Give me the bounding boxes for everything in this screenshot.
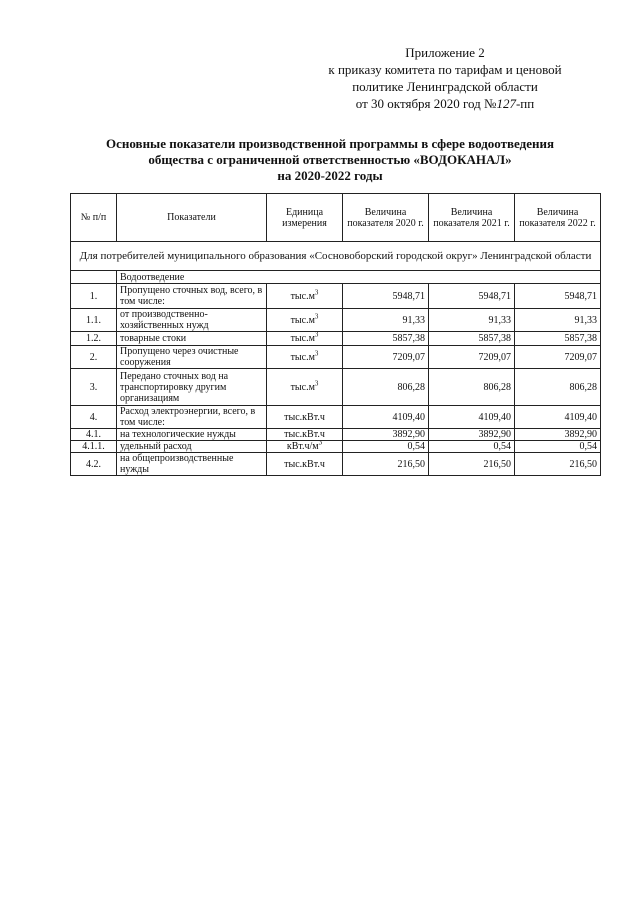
row-indicator: Передано сточных вод на транспортировку другим организациям [117, 369, 267, 406]
document-title [60, 136, 600, 184]
row-num: 4.1. [71, 429, 117, 441]
row-indicator: на общепроизводственные нужды [117, 453, 267, 476]
row-unit-superscript: 3 [314, 379, 319, 388]
row-value-2020: 0,54 [343, 441, 429, 453]
header-indicator: Показатели [117, 194, 267, 242]
row-num: 4. [71, 406, 117, 429]
title-line-3: на 2020-2022 годы [277, 168, 383, 183]
row-num: 1.2. [71, 332, 117, 346]
appendix-committee-line: политике Ленинградской области [352, 79, 538, 94]
row-unit-text: тыс.м [290, 381, 315, 393]
table-row [71, 332, 601, 346]
row-unit [267, 429, 343, 441]
row-value-2021: 4109,40 [429, 406, 515, 429]
row-value-2022: 806,28 [515, 369, 601, 406]
row-value-2022: 4109,40 [515, 406, 601, 429]
header-2021: Величина показателя 2021 г. [429, 194, 515, 242]
row-value-2020: 3892,90 [343, 429, 429, 441]
subsection-empty-cell [71, 271, 117, 284]
row-value-2021: 5948,71 [429, 284, 515, 309]
row-indicator: Пропущено через очистные сооружения [117, 346, 267, 369]
row-unit-superscript: 3 [314, 331, 319, 339]
table-row [71, 406, 601, 429]
order-number: 127 [496, 96, 516, 111]
row-indicator: Пропущено сточных вод, всего, в том числе: [117, 284, 267, 309]
row-unit-text: тыс.кВт.ч [284, 411, 325, 423]
title-line-2: общества с ограниченной ответственностью «ВОДОКАНАЛ» [148, 152, 512, 167]
row-unit-text: кВт.ч/м [286, 441, 319, 452]
row-value-2022: 216,50 [515, 453, 601, 476]
row-num: 4.1.1. [71, 441, 117, 453]
row-value-2020: 806,28 [343, 369, 429, 406]
table-row [71, 441, 601, 453]
row-unit-superscript: 3 [314, 312, 319, 321]
row-value-2022: 0,54 [515, 441, 601, 453]
row-unit-text: тыс.м [290, 333, 315, 344]
order-suffix: -пп [515, 96, 535, 111]
table-row [71, 369, 601, 406]
row-value-2020: 216,50 [343, 453, 429, 476]
row-value-2022: 91,33 [515, 309, 601, 332]
row-value-2021: 3892,90 [429, 429, 515, 441]
row-value-2021: 7209,07 [429, 346, 515, 369]
table-row [71, 453, 601, 476]
row-indicator: товарные стоки [117, 332, 267, 346]
row-num: 4.2. [71, 453, 117, 476]
header-num: № п/п [71, 194, 117, 242]
row-unit-superscript: 3 [318, 440, 323, 447]
appendix-date: от 30 октября 2020 год № [355, 96, 497, 111]
table-row [71, 346, 601, 369]
row-unit [267, 369, 343, 406]
appendix-order-line: к приказу комитета по тарифам и ценовой [328, 62, 562, 77]
row-unit [267, 309, 343, 332]
row-value-2022: 3892,90 [515, 429, 601, 441]
row-unit-text: тыс.кВт.ч [284, 429, 325, 440]
table-row [71, 309, 601, 332]
row-value-2021: 806,28 [429, 369, 515, 406]
table-header-row [71, 194, 601, 242]
row-num: 2. [71, 346, 117, 369]
row-unit-text: тыс.м [290, 314, 315, 326]
row-value-2021: 5857,38 [429, 332, 515, 346]
indicators-table [70, 193, 601, 476]
subsection-row [71, 271, 601, 284]
row-value-2022: 5857,38 [515, 332, 601, 346]
appendix-title: Приложение 2 [405, 45, 485, 60]
row-unit-text: тыс.м [290, 351, 315, 363]
row-unit-text: тыс.м [290, 290, 315, 302]
row-value-2022: 7209,07 [515, 346, 601, 369]
row-value-2020: 5948,71 [343, 284, 429, 309]
table-row [71, 429, 601, 441]
row-value-2021: 91,33 [429, 309, 515, 332]
row-unit [267, 453, 343, 476]
row-value-2021: 0,54 [429, 441, 515, 453]
row-unit-text: тыс.кВт.ч [284, 458, 325, 470]
header-2022: Величина показателя 2022 г. [515, 194, 601, 242]
row-unit [267, 284, 343, 309]
subsection-cell: Водоотведение [117, 271, 601, 284]
row-value-2022: 5948,71 [515, 284, 601, 309]
header-2020: Величина показателя 2020 г. [343, 194, 429, 242]
section-row [71, 242, 601, 271]
row-unit-superscript: 3 [314, 349, 319, 358]
row-value-2020: 7209,07 [343, 346, 429, 369]
row-indicator: на технологические нужды [117, 429, 267, 441]
row-indicator: удельный расход [117, 441, 267, 453]
row-num: 1. [71, 284, 117, 309]
row-unit-superscript: 3 [314, 288, 319, 297]
row-value-2021: 216,50 [429, 453, 515, 476]
appendix-date-line [300, 95, 590, 112]
row-unit [267, 332, 343, 346]
table-row [71, 284, 601, 309]
appendix-header [300, 44, 590, 112]
row-value-2020: 4109,40 [343, 406, 429, 429]
row-value-2020: 91,33 [343, 309, 429, 332]
section-cell: Для потребителей муниципального образования «Сосновоборский городской округ» Ленинградской области [71, 242, 601, 271]
header-unit: Единица измерения [267, 194, 343, 242]
row-unit [267, 441, 343, 453]
row-unit [267, 346, 343, 369]
row-unit [267, 406, 343, 429]
row-indicator: Расход электроэнергии, всего, в том числе: [117, 406, 267, 429]
title-line-1: Основные показатели производственной программы в сфере водоотведения [106, 136, 554, 151]
row-value-2020: 5857,38 [343, 332, 429, 346]
row-indicator: от производственно-хозяйственных нужд [117, 309, 267, 332]
row-num: 1.1. [71, 309, 117, 332]
row-num: 3. [71, 369, 117, 406]
